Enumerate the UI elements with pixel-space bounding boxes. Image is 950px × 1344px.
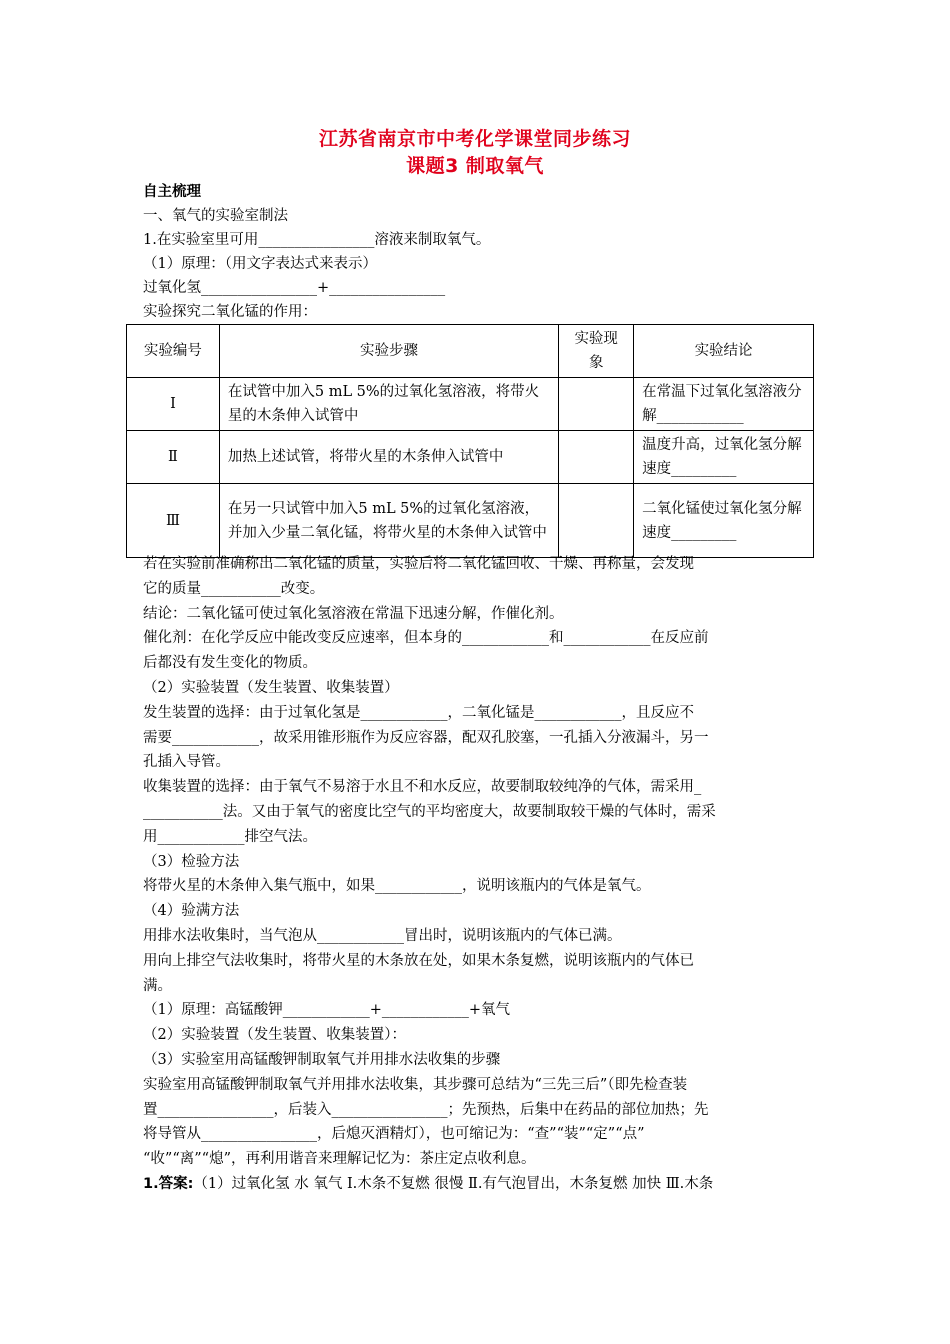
text-line: “收”“离”“熄”，再利用谐音来理解记忆为：茶庄定点收利息。: [143, 1151, 536, 1168]
experiment-conclusion: 温度升高，过氧化氢分解速度_________: [634, 431, 814, 484]
text-line: 需要____________，故采用锥形瓶作为反应容器，配双孔胶塞，一孔插入分液漏斗，另一: [143, 729, 709, 746]
text-line: ___________法。又由于氧气的密度比空气的平均密度大，故要制取较干燥的气体时，需采: [143, 804, 716, 820]
lesson-title: 课题3 制取氧气: [406, 155, 544, 177]
experiment-step: 加热上述试管，将带火星的木条伸入试管中: [219, 431, 558, 484]
text-line: （4）验满方法: [143, 903, 240, 920]
experiment-step: 在试管中加入5 mL 5%的过氧化氢溶液，将带火星的木条伸入试管中: [219, 378, 558, 431]
text-line: 催化剂：在化学反应中能改变反应速率，但本身的____________和____________在反应前: [143, 630, 709, 647]
answer-text: （1）过氧化氢 水 氧气 Ⅰ.木条不复燃 很慢 Ⅱ.有气泡冒出，木条复燃 加快 Ⅲ.木条: [193, 1176, 714, 1192]
text-line: 实验探究二氧化锰的作用：: [143, 304, 317, 320]
experiment-id: Ⅲ: [127, 484, 220, 558]
text-line: （3）检验方法: [143, 853, 240, 870]
experiment-step: 在另一只试管中加入5 mL 5%的过氧化氢溶液，并加入少量二氧化锰，将带火星的木条伸入试管中: [219, 484, 558, 558]
table-row: [127, 378, 814, 431]
text-line: 置________________，后装入________________；先预热，后集中在药品的部位加热；先: [143, 1101, 709, 1118]
text-line: 将导管从________________，后熄灭酒精灯），也可缩记为：“查”“装”“定”“点”: [143, 1126, 645, 1143]
text-line: 用____________排空气法。: [143, 828, 317, 845]
text-line: 满。: [143, 977, 172, 994]
experiment-id: Ⅱ: [127, 431, 220, 484]
text-line: 将带火星的木条伸入集气瓶中，如果____________，说明该瓶内的气体是氧气。: [143, 878, 651, 895]
experiment-table: [126, 324, 814, 558]
text-line: （1）原理：高锰酸钾____________+____________+氧气: [143, 1002, 511, 1019]
text-line: 1.在实验室里可用________________溶液来制取氧气。: [143, 232, 491, 248]
answer-label: 1.答案:: [143, 1176, 194, 1192]
table-row: [127, 484, 814, 558]
text-line: 若在实验前准确称出二氧化锰的质量，实验后将二氧化锰回收、干燥、再称量，会发现: [143, 556, 694, 572]
text-line: （3）实验室用高锰酸钾制取氧气并用排水法收集的步骤: [143, 1052, 501, 1068]
text-line: 后都没有发生变化的物质。: [143, 655, 317, 672]
text-line: （1）原理：（用文字表达式来表示）: [143, 256, 377, 272]
experiment-phenomenon: [559, 484, 634, 558]
document-title: 江苏省南京市中考化学课堂同步练习: [318, 128, 631, 150]
table-header-cell: 实验结论: [634, 325, 814, 378]
experiment-phenomenon: [559, 378, 634, 431]
text-line: 一、氧气的实验室制法: [143, 208, 288, 224]
text-line: （2）实验装置（发生装置、收集装置）: [143, 680, 399, 696]
text-line: 孔插入导管。: [143, 754, 230, 771]
text-line: 收集装置的选择：由于氧气不易溶于水且不和水反应，故要制取较纯净的气体，需采用_: [143, 779, 702, 796]
experiment-conclusion: 在常温下过氧化氢溶液分解____________: [634, 378, 814, 431]
experiment-id: Ⅰ: [127, 378, 220, 431]
experiment-phenomenon: [559, 431, 634, 484]
text-line: 它的质量___________改变。: [143, 580, 325, 597]
text-line: （2）实验装置（发生装置、收集装置）：: [143, 1027, 406, 1044]
answer-line: [143, 1172, 811, 1196]
table-row: [127, 431, 814, 484]
table-header-row: [127, 325, 814, 378]
table-header-cell: 实验编号: [127, 325, 220, 378]
text-line: 发生装置的选择：由于过氧化氢是____________，二氧化锰是____________，且反应不: [143, 704, 694, 721]
text-line: 实验室用高锰酸钾制取氧气并用排水法收集，其步骤可总结为“三先三后”（即先检查装: [143, 1076, 688, 1093]
experiment-conclusion: 二氧化锰使过氧化氢分解速度_________: [634, 484, 814, 558]
text-line: 结论：二氧化锰可使过氧化氢溶液在常温下迅速分解，作催化剂。: [143, 605, 564, 622]
table-header-cell: 实验现象: [559, 325, 634, 378]
text-line: 过氧化氢________________+________________: [143, 280, 446, 296]
section-heading: 自主梳理: [143, 184, 201, 200]
table-header-cell: 实验步骤: [219, 325, 558, 378]
text-line: 用排水法收集时，当气泡从____________冒出时，说明该瓶内的气体已满。: [143, 928, 622, 944]
text-line: 用向上排空气法收集时，将带火星的木条放在处，如果木条复燃，说明该瓶内的气体已: [143, 952, 694, 969]
